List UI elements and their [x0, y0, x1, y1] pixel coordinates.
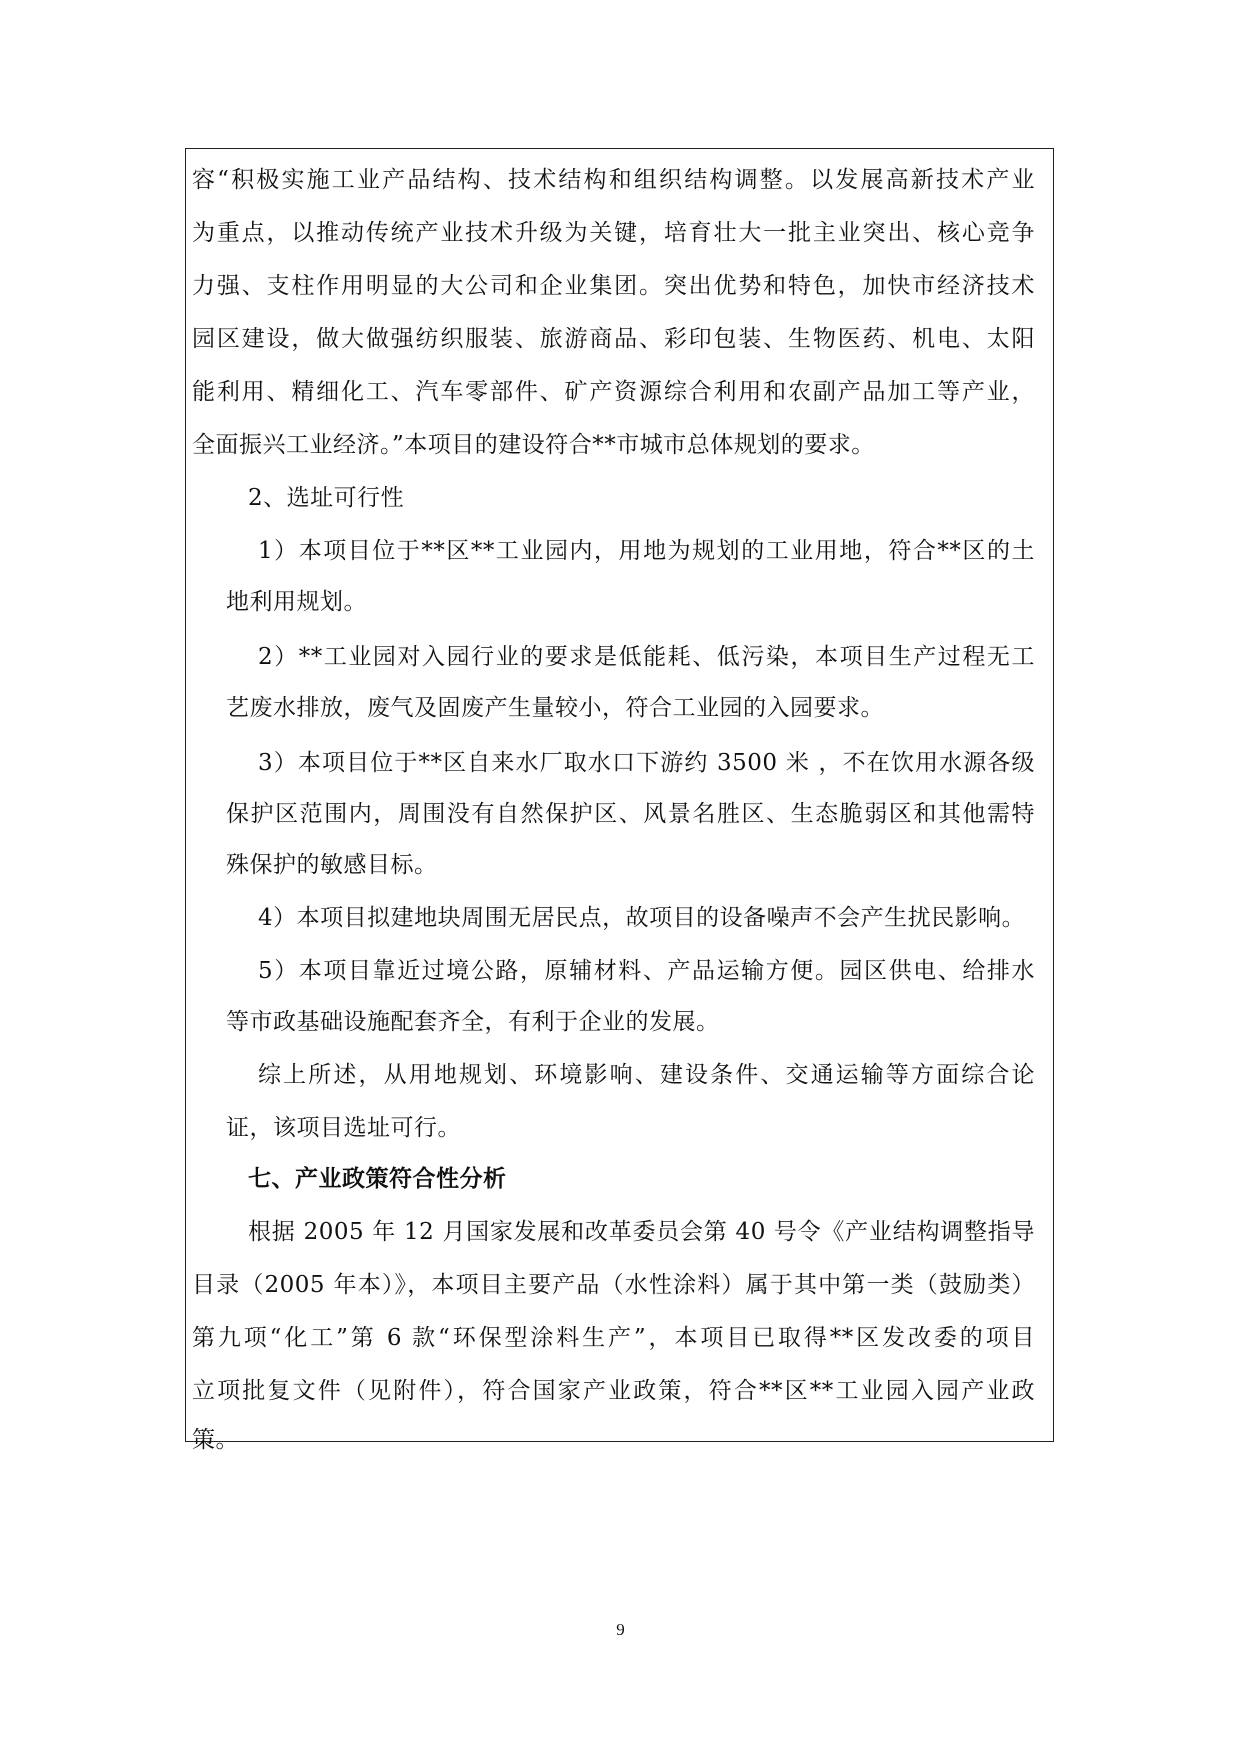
list-item-line: 1）本项目位于**区**工业园内，用地为规划的工业用地，符合**区的土 — [258, 538, 1035, 564]
paragraph-line: 为重点，以推动传统产业技术升级为关键，培育壮大一批主业突出、核心竞争 — [192, 220, 1035, 246]
conclusion-line: 综上所述，从用地规划、环境影响、建设条件、交通运输等方面综合论 — [258, 1062, 1035, 1088]
paragraph-line: 立项批复文件（见附件），符合国家产业政策，符合**区**工业园入园产业政 — [192, 1378, 1035, 1404]
paragraph-line: 能利用、精细化工、汽车零部件、矿产资源综合利用和农副产品加工等产业， — [192, 379, 1035, 405]
list-item-line: 2）**工业园对入园行业的要求是低能耗、低污染，本项目生产过程无工 — [258, 644, 1035, 670]
conclusion-line: 证，该项目选址可行。 — [226, 1115, 461, 1141]
list-item-line: 4）本项目拟建地块周围无居民点，故项目的设备噪声不会产生扰民影响。 — [258, 905, 1026, 931]
list-item-line: 等市政基础设施配套齐全，有利于企业的发展。 — [226, 1009, 720, 1035]
paragraph-line: 第九项“化工”第 6 款“环保型涂料生产”，本项目已取得**区发改委的项目 — [192, 1325, 1035, 1351]
list-item-line: 5）本项目靠近过境公路，原辅材料、产品运输方便。园区供电、给排水 — [258, 958, 1035, 984]
list-item-line: 殊保护的敏感目标。 — [226, 852, 438, 878]
list-item-line: 地利用规划。 — [226, 589, 367, 615]
list-item-line: 艺废水排放，废气及固废产生量较小，符合工业园的入园要求。 — [226, 695, 884, 721]
list-item-line: 保护区范围内，周围没有自然保护区、风景名胜区、生态脆弱区和其他需特 — [226, 801, 1035, 827]
paragraph-line: 根据 2005 年 12 月国家发展和改革委员会第 40 号令《产业结构调整指导 — [248, 1219, 1035, 1245]
section-subheading: 2、选址可行性 — [248, 485, 405, 511]
paragraph-line: 全面振兴工业经济。”本项目的建设符合**市城市总体规划的要求。 — [192, 432, 875, 458]
section-heading: 七、产业政策符合性分析 — [248, 1165, 507, 1192]
paragraph-line: 目录（2005 年本）》，本项目主要产品（水性涂料）属于其中第一类（鼓励类） — [192, 1272, 1035, 1298]
paragraph-line: 容“积极实施工业产品结构、技术结构和组织结构调整。以发展高新技术产业 — [192, 167, 1035, 193]
paragraph-line: 策。 — [192, 1427, 239, 1453]
content-frame — [185, 148, 1054, 1453]
paragraph-line: 园区建设，做大做强纺织服装、旅游商品、彩印包装、生物医药、机电、太阳 — [192, 326, 1035, 352]
paragraph-line: 力强、支柱作用明显的大公司和企业集团。突出优势和特色，加快市经济技术 — [192, 273, 1035, 299]
page-number: 9 — [616, 1620, 625, 1639]
list-item-line: 3）本项目位于**区自来水厂取水口下游约 3500 米 ，不在饮用水源各级 — [258, 750, 1035, 776]
